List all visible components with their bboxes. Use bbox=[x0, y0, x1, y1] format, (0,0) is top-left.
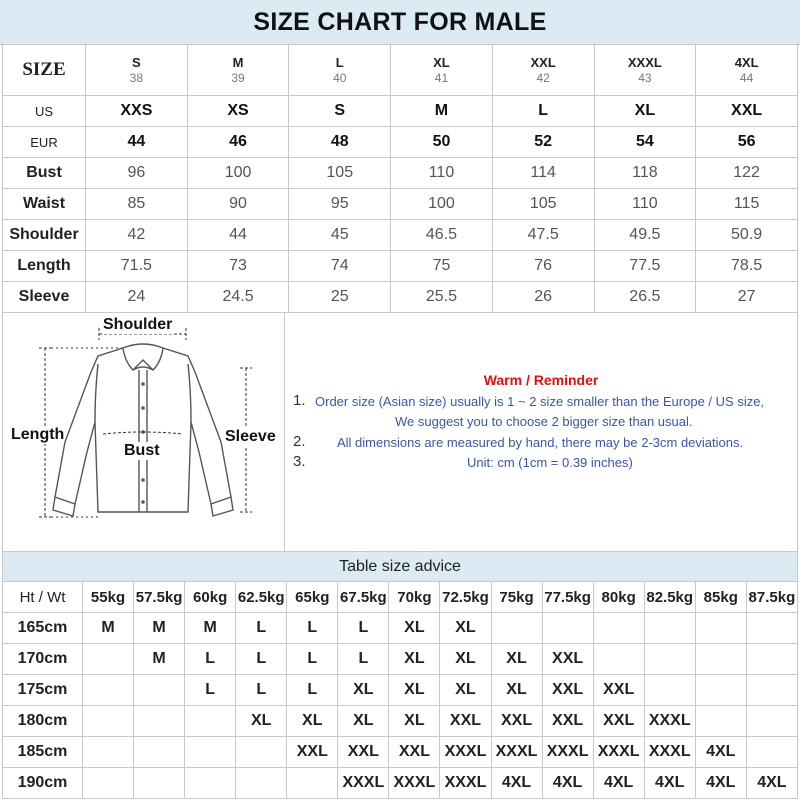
length-measure-label: Length bbox=[11, 426, 65, 443]
page-title: SIZE CHART FOR MALE bbox=[0, 0, 800, 45]
weight-header-cell: 65kg bbox=[287, 582, 338, 613]
size-header-cell bbox=[187, 45, 289, 96]
size-name: 4XL bbox=[734, 54, 759, 70]
advice-size-cell: XXL bbox=[593, 675, 644, 706]
advice-size-cell bbox=[83, 644, 134, 675]
weight-header-cell: 57.5kg bbox=[134, 582, 185, 613]
size-header-row bbox=[3, 45, 798, 96]
advice-size-cell: XXL bbox=[389, 737, 440, 768]
size-header-cell bbox=[289, 45, 391, 96]
advice-size-cell: M bbox=[83, 613, 134, 644]
advice-size-cell: XL bbox=[236, 706, 287, 737]
measurement-cell: XXL bbox=[696, 96, 798, 127]
note-line-2: All dimensions are measured by hand, there may be 2-3cm deviations. bbox=[337, 435, 744, 450]
measurement-cell: 47.5 bbox=[492, 220, 594, 251]
size-number: 43 bbox=[638, 70, 652, 85]
advice-size-cell: L bbox=[287, 675, 338, 706]
advice-size-cell bbox=[644, 613, 695, 644]
measurement-cell: 27 bbox=[696, 282, 798, 313]
advice-size-cell: 4XL bbox=[644, 768, 695, 799]
weight-header-cell: 87.5kg bbox=[746, 582, 797, 613]
measurement-row bbox=[3, 282, 798, 313]
advice-size-cell bbox=[83, 737, 134, 768]
measurement-cell: XL bbox=[594, 96, 696, 127]
reminder-notes bbox=[285, 312, 797, 552]
measurement-cell: 50 bbox=[391, 127, 493, 158]
size-name: XL bbox=[433, 54, 450, 70]
height-row bbox=[3, 768, 798, 799]
row-label: Length bbox=[3, 251, 86, 282]
measurement-cell: 42 bbox=[86, 220, 188, 251]
weight-header-cell: 80kg bbox=[593, 582, 644, 613]
measurement-row bbox=[3, 127, 798, 158]
advice-size-cell: XL bbox=[440, 644, 491, 675]
measurement-cell: L bbox=[492, 96, 594, 127]
advice-size-cell: 4XL bbox=[542, 768, 593, 799]
measurement-cell: 44 bbox=[187, 220, 289, 251]
weight-header-row bbox=[3, 582, 798, 613]
advice-size-cell: XL bbox=[338, 675, 389, 706]
measurement-cell: 56 bbox=[696, 127, 798, 158]
advice-size-cell: XL bbox=[440, 675, 491, 706]
measurement-cell: 49.5 bbox=[594, 220, 696, 251]
size-number: 40 bbox=[333, 70, 347, 85]
advice-size-cell bbox=[185, 768, 236, 799]
advice-size-cell: XXL bbox=[542, 644, 593, 675]
advice-size-cell: XXXL bbox=[644, 706, 695, 737]
advice-size-cell: XXL bbox=[287, 737, 338, 768]
size-advice-table bbox=[2, 581, 798, 799]
advice-size-cell: 4XL bbox=[491, 768, 542, 799]
advice-size-cell bbox=[695, 706, 746, 737]
height-weight-corner: Ht / Wt bbox=[3, 582, 83, 613]
advice-size-cell: L bbox=[287, 613, 338, 644]
measurement-cell: 24.5 bbox=[187, 282, 289, 313]
measurement-cell: 71.5 bbox=[86, 251, 188, 282]
measurement-cell: XXS bbox=[86, 96, 188, 127]
advice-size-cell: L bbox=[236, 613, 287, 644]
note-line-1b: We suggest you to choose 2 bigger size than usual. bbox=[395, 414, 693, 429]
size-header-cell bbox=[594, 45, 696, 96]
measurement-cell: 76 bbox=[492, 251, 594, 282]
measurement-info-panel bbox=[2, 312, 798, 552]
advice-size-cell bbox=[83, 706, 134, 737]
weight-header-cell: 77.5kg bbox=[542, 582, 593, 613]
size-number: 44 bbox=[739, 70, 754, 85]
advice-size-cell bbox=[695, 675, 746, 706]
advice-size-cell: XXL bbox=[593, 706, 644, 737]
advice-size-cell bbox=[491, 613, 542, 644]
advice-size-cell bbox=[746, 675, 797, 706]
advice-size-cell bbox=[287, 768, 338, 799]
measurement-cell: 73 bbox=[187, 251, 289, 282]
measurement-cell: 74 bbox=[289, 251, 391, 282]
measurement-row bbox=[3, 220, 798, 251]
row-label: Shoulder bbox=[3, 220, 86, 251]
weight-header-cell: 60kg bbox=[185, 582, 236, 613]
advice-size-cell: XXXL bbox=[338, 768, 389, 799]
advice-size-cell: XXXL bbox=[389, 768, 440, 799]
measurement-cell: 26.5 bbox=[594, 282, 696, 313]
size-header-cell bbox=[492, 45, 594, 96]
advice-size-cell: L bbox=[185, 644, 236, 675]
shirt-measurement-diagram bbox=[3, 312, 284, 552]
measurement-cell: 100 bbox=[187, 158, 289, 189]
size-name: XXL bbox=[530, 54, 556, 70]
measurement-cell: 26 bbox=[492, 282, 594, 313]
advice-size-cell: L bbox=[287, 644, 338, 675]
row-label: Bust bbox=[3, 158, 86, 189]
advice-size-cell: L bbox=[236, 644, 287, 675]
advice-size-cell bbox=[644, 675, 695, 706]
measurement-cell: XS bbox=[187, 96, 289, 127]
measurement-cell: 52 bbox=[492, 127, 594, 158]
measurement-row bbox=[3, 251, 798, 282]
measurement-row bbox=[3, 96, 798, 127]
advice-size-cell: 4XL bbox=[695, 768, 746, 799]
advice-size-cell: XL bbox=[338, 706, 389, 737]
measurement-cell: 96 bbox=[86, 158, 188, 189]
size-name: S bbox=[132, 54, 141, 70]
size-header-cell bbox=[391, 45, 493, 96]
height-row bbox=[3, 644, 798, 675]
advice-size-cell bbox=[746, 644, 797, 675]
row-label: US bbox=[3, 96, 86, 127]
measurement-cell: 122 bbox=[696, 158, 798, 189]
note-line-3: Unit: cm (1cm = 0.39 inches) bbox=[467, 455, 633, 470]
advice-size-cell: L bbox=[236, 675, 287, 706]
advice-size-cell bbox=[185, 737, 236, 768]
advice-size-cell bbox=[746, 706, 797, 737]
height-label: 185cm bbox=[3, 737, 83, 768]
advice-size-cell: XXXL bbox=[644, 737, 695, 768]
advice-size-cell: XL bbox=[389, 613, 440, 644]
measurement-cell: 85 bbox=[86, 189, 188, 220]
weight-header-cell: 72.5kg bbox=[440, 582, 491, 613]
measurement-cell: 110 bbox=[594, 189, 696, 220]
measurement-cell: 50.9 bbox=[696, 220, 798, 251]
measurement-cell: 46.5 bbox=[391, 220, 493, 251]
sleeve-measure-label: Sleeve bbox=[225, 428, 276, 445]
measurement-cell: 77.5 bbox=[594, 251, 696, 282]
height-label: 170cm bbox=[3, 644, 83, 675]
size-header-cell bbox=[696, 45, 798, 96]
advice-size-cell: XL bbox=[440, 613, 491, 644]
advice-size-cell: M bbox=[185, 613, 236, 644]
size-number: 38 bbox=[129, 70, 144, 85]
measurement-cell: 118 bbox=[594, 158, 696, 189]
measurement-cell: 75 bbox=[391, 251, 493, 282]
advice-size-cell bbox=[746, 613, 797, 644]
advice-size-cell: XXXL bbox=[491, 737, 542, 768]
measurement-cell: 90 bbox=[187, 189, 289, 220]
advice-size-cell: XXL bbox=[338, 737, 389, 768]
weight-header-cell: 62.5kg bbox=[236, 582, 287, 613]
advice-size-cell: XXL bbox=[440, 706, 491, 737]
advice-size-cell bbox=[236, 768, 287, 799]
advice-size-cell: 4XL bbox=[593, 768, 644, 799]
measurement-row bbox=[3, 158, 798, 189]
advice-size-cell bbox=[695, 613, 746, 644]
advice-size-cell bbox=[236, 737, 287, 768]
row-label: EUR bbox=[3, 127, 86, 158]
reminder-heading: Warm / Reminder bbox=[483, 372, 599, 388]
height-row bbox=[3, 613, 798, 644]
bust-measure-label: Bust bbox=[124, 442, 160, 459]
advice-size-cell: L bbox=[185, 675, 236, 706]
advice-size-cell bbox=[83, 675, 134, 706]
measurement-cell: 105 bbox=[492, 189, 594, 220]
weight-header-cell: 70kg bbox=[389, 582, 440, 613]
weight-header-cell: 85kg bbox=[695, 582, 746, 613]
advice-size-cell bbox=[644, 644, 695, 675]
size-name: M bbox=[232, 54, 244, 70]
weight-header-cell: 82.5kg bbox=[644, 582, 695, 613]
weight-header-cell: 67.5kg bbox=[338, 582, 389, 613]
advice-size-cell bbox=[746, 737, 797, 768]
advice-size-cell: XXL bbox=[542, 675, 593, 706]
advice-size-cell bbox=[134, 768, 185, 799]
advice-size-cell bbox=[83, 768, 134, 799]
measurement-cell: 25.5 bbox=[391, 282, 493, 313]
advice-size-cell: M bbox=[134, 644, 185, 675]
measurement-cell: 110 bbox=[391, 158, 493, 189]
advice-size-cell: L bbox=[338, 613, 389, 644]
measurement-cell: 48 bbox=[289, 127, 391, 158]
advice-size-cell: XXL bbox=[491, 706, 542, 737]
advice-size-cell: 4XL bbox=[695, 737, 746, 768]
measurement-cell: 44 bbox=[86, 127, 188, 158]
row-label: Sleeve bbox=[3, 282, 86, 313]
measurement-cell: 54 bbox=[594, 127, 696, 158]
advice-size-cell: XL bbox=[389, 675, 440, 706]
height-row bbox=[3, 737, 798, 768]
height-label: 165cm bbox=[3, 613, 83, 644]
measurement-cell: 100 bbox=[391, 189, 493, 220]
size-header-cell bbox=[86, 45, 188, 96]
size-advice-title: Table size advice bbox=[2, 552, 798, 581]
height-label: 180cm bbox=[3, 706, 83, 737]
size-number: 42 bbox=[536, 70, 550, 85]
advice-size-cell: 4XL bbox=[746, 768, 797, 799]
measurement-cell: 24 bbox=[86, 282, 188, 313]
weight-header-cell: 75kg bbox=[491, 582, 542, 613]
row-label: Waist bbox=[3, 189, 86, 220]
measurement-cell: 95 bbox=[289, 189, 391, 220]
advice-size-cell: XXL bbox=[542, 706, 593, 737]
advice-size-cell: XXXL bbox=[593, 737, 644, 768]
measurement-cell: M bbox=[391, 96, 493, 127]
measurement-cell: 115 bbox=[696, 189, 798, 220]
shoulder-measure-label: Shoulder bbox=[103, 316, 173, 333]
advice-size-cell: XL bbox=[491, 675, 542, 706]
measurement-cell: 105 bbox=[289, 158, 391, 189]
height-label: 175cm bbox=[3, 675, 83, 706]
advice-size-cell bbox=[542, 613, 593, 644]
note-number-3: 3. bbox=[293, 453, 306, 470]
measurement-cell: 78.5 bbox=[696, 251, 798, 282]
advice-size-cell: XL bbox=[491, 644, 542, 675]
advice-size-cell bbox=[593, 613, 644, 644]
measurement-cell: S bbox=[289, 96, 391, 127]
size-row-label: SIZE bbox=[3, 45, 86, 96]
size-number: 39 bbox=[231, 70, 245, 85]
measurement-row bbox=[3, 189, 798, 220]
advice-size-cell bbox=[593, 644, 644, 675]
advice-size-cell bbox=[695, 644, 746, 675]
advice-size-cell: XL bbox=[389, 644, 440, 675]
advice-size-cell: XXXL bbox=[542, 737, 593, 768]
size-measurement-table bbox=[2, 44, 798, 313]
height-row bbox=[3, 675, 798, 706]
measurement-cell: 114 bbox=[492, 158, 594, 189]
advice-size-cell: L bbox=[338, 644, 389, 675]
advice-size-cell bbox=[185, 706, 236, 737]
advice-size-cell: XXXL bbox=[440, 737, 491, 768]
height-label: 190cm bbox=[3, 768, 83, 799]
height-row bbox=[3, 706, 798, 737]
advice-size-cell bbox=[134, 737, 185, 768]
weight-header-cell: 55kg bbox=[83, 582, 134, 613]
measurement-cell: 45 bbox=[289, 220, 391, 251]
size-name: L bbox=[335, 54, 344, 70]
advice-size-cell: XL bbox=[287, 706, 338, 737]
size-name: XXXL bbox=[627, 54, 662, 70]
advice-size-cell: XXXL bbox=[440, 768, 491, 799]
advice-size-cell bbox=[134, 706, 185, 737]
advice-size-cell: M bbox=[134, 613, 185, 644]
advice-size-cell bbox=[134, 675, 185, 706]
note-number-1: 1. bbox=[293, 392, 306, 409]
measurement-cell: 25 bbox=[289, 282, 391, 313]
advice-size-cell: XL bbox=[389, 706, 440, 737]
note-line-1: Order size (Asian size) usually is 1 ~ 2 size smaller than the Europe / US size, bbox=[315, 394, 765, 409]
note-number-2: 2. bbox=[293, 433, 306, 450]
size-number: 41 bbox=[434, 70, 449, 85]
measurement-cell: 46 bbox=[187, 127, 289, 158]
